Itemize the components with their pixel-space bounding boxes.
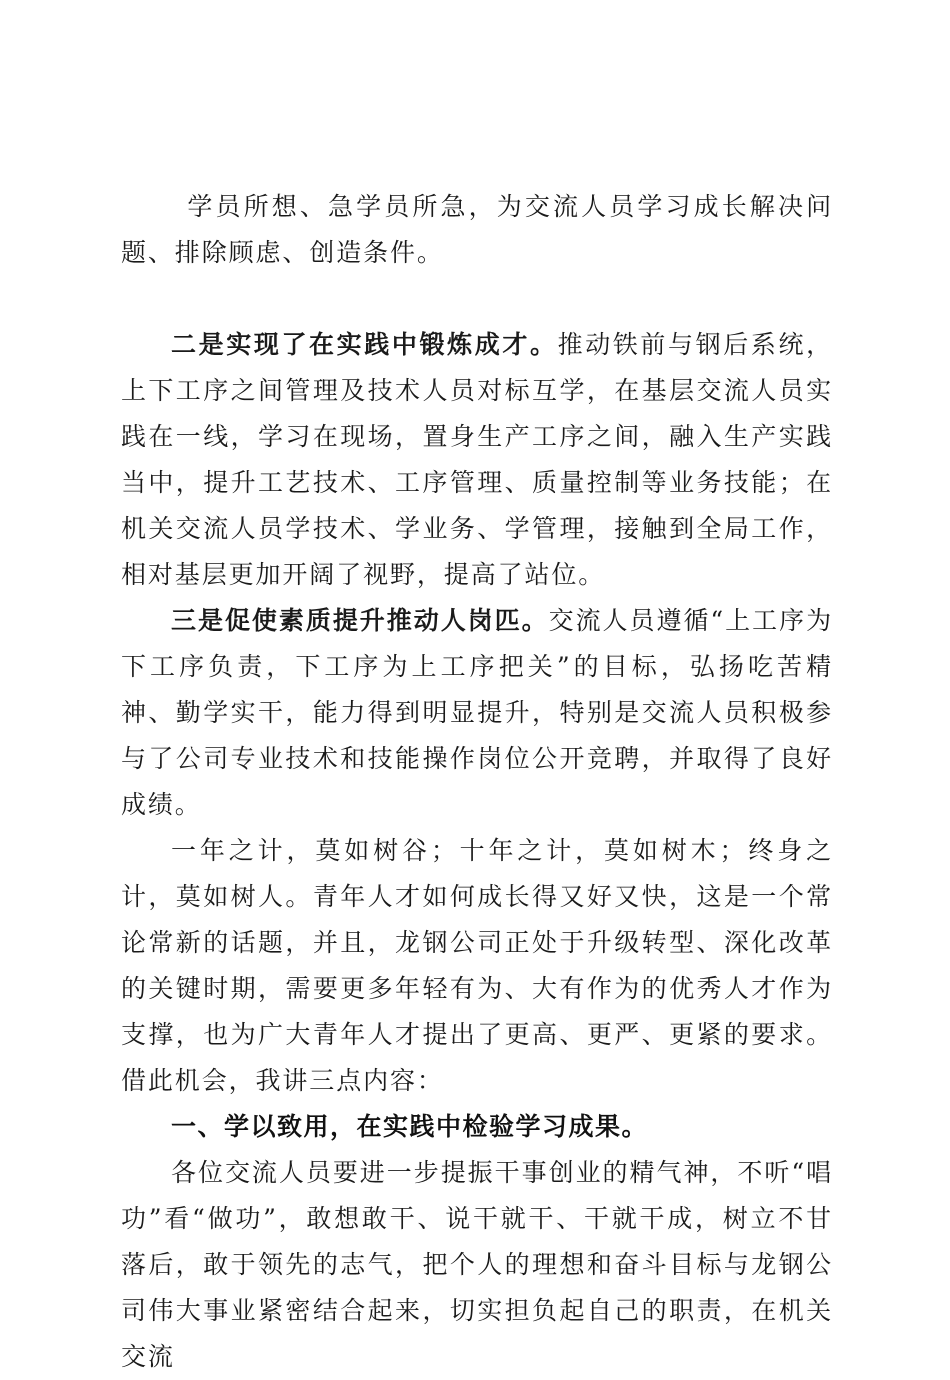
paragraph-text: 一年之计，莫如树谷；十年之计，莫如树木；终身之计，莫如树人。青年人才如何成长得又好又快，这是一个常论常新的话题，并且，龙钢公司正处于升级转型、深化改革的关键时期，需要更多年轻有为、大有作为的优秀人才作为支撑，也为广大青年人才提出了更高、更严、更紧的要求。借此机会，我讲三点内容： (121, 836, 833, 1095)
paragraph-text: 各位交流人员要进一步提振干事创业的精气神，不听“唱功”看“做功”，敢想敢干、说干就干、干就干成，树立不甘落后，敢于领先的志气，把个人的理想和奋斗目标与龙钢公司伟大事业紧密结合起来，切实担负起自己的职责，在机关交流 (121, 1158, 833, 1371)
paragraph-text: 交流人员遵循“上工序为下工序负责，下工序为上工序把关”的目标，弘扬吃苦精神、勤学实干，能力得到明显提升，特别是交流人员积极参与了公司专业技术和技能操作岗位公开竞聘，并取得了良好成绩。 (121, 606, 834, 819)
paragraph-lead: 三是促使素质提升推动人岗匹。 (171, 606, 549, 635)
paragraph-text: 学员所想、急学员所急，为交流人员学习成长解决问题、排除顾虑、创造条件。 (121, 192, 833, 267)
section-heading: 一、学以致用，在实践中检验学习成果。 (171, 1112, 649, 1141)
paragraph-quality (121, 598, 833, 828)
paragraph-talent (121, 828, 833, 1104)
paragraph-lead: 二是实现了在实践中锻炼成才。 (171, 330, 558, 359)
paragraph-exhortation (121, 1150, 833, 1380)
paragraph-continuation (121, 138, 833, 322)
body-text (121, 138, 833, 1380)
paragraph-text: 推动铁前与钢后系统，上下工序之间管理及技术人员对标互学，在基层交流人员实践在一线，学习在现场，置身生产工序之间，融入生产实践当中，提升工艺技术、工序管理、质量控制等业务技能；在机关交流人员学技术、学业务、学管理，接触到全局工作，相对基层更加开阔了视野，提高了站位。 (121, 330, 833, 589)
paragraph-practice (121, 322, 833, 598)
